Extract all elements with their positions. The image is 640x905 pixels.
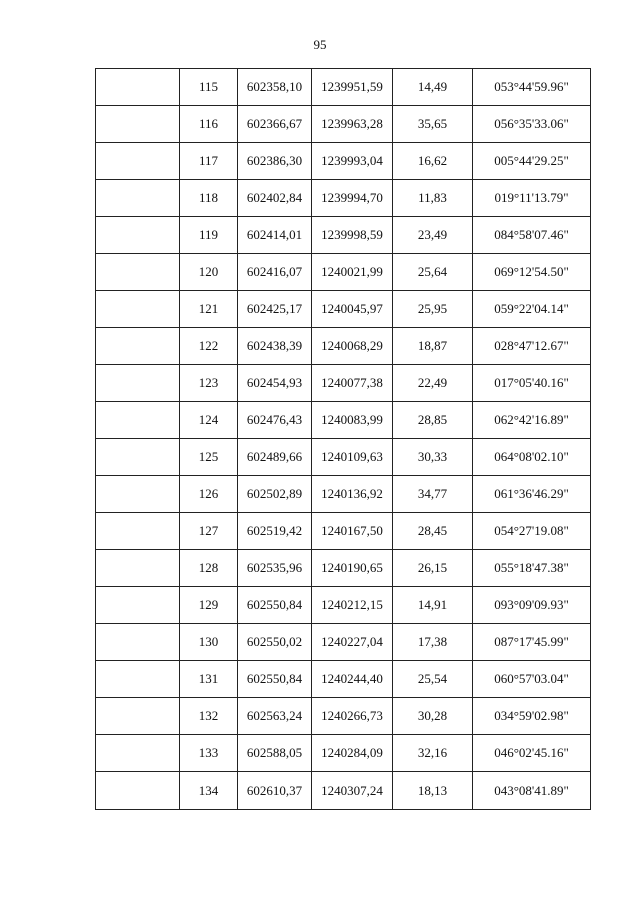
point-number-cell: 126 bbox=[180, 476, 238, 513]
x-coordinate-cell: 602476,43 bbox=[238, 402, 312, 439]
blank-cell bbox=[96, 328, 180, 365]
table-row bbox=[96, 513, 591, 550]
point-number-cell: 127 bbox=[180, 513, 238, 550]
table-row bbox=[96, 772, 591, 810]
x-coordinate-cell: 602414,01 bbox=[238, 217, 312, 254]
point-number-cell: 122 bbox=[180, 328, 238, 365]
y-coordinate-cell: 1240167,50 bbox=[312, 513, 393, 550]
table-row bbox=[96, 624, 591, 661]
y-coordinate-cell: 1240244,40 bbox=[312, 661, 393, 698]
point-number-cell: 132 bbox=[180, 698, 238, 735]
y-coordinate-cell: 1240109,63 bbox=[312, 439, 393, 476]
blank-cell bbox=[96, 661, 180, 698]
x-coordinate-cell: 602366,67 bbox=[238, 106, 312, 143]
point-number-cell: 119 bbox=[180, 217, 238, 254]
x-coordinate-cell: 602535,96 bbox=[238, 550, 312, 587]
y-coordinate-cell: 1239951,59 bbox=[312, 69, 393, 106]
blank-cell bbox=[96, 365, 180, 402]
x-coordinate-cell: 602550,02 bbox=[238, 624, 312, 661]
blank-cell bbox=[96, 254, 180, 291]
distance-cell: 30,33 bbox=[393, 439, 473, 476]
direction-angle-cell: 017°05'40.16" bbox=[473, 365, 591, 402]
y-coordinate-cell: 1239993,04 bbox=[312, 143, 393, 180]
distance-cell: 28,45 bbox=[393, 513, 473, 550]
x-coordinate-cell: 602610,37 bbox=[238, 772, 312, 810]
x-coordinate-cell: 602588,05 bbox=[238, 735, 312, 772]
direction-angle-cell: 054°27'19.08" bbox=[473, 513, 591, 550]
direction-angle-cell: 046°02'45.16" bbox=[473, 735, 591, 772]
direction-angle-cell: 043°08'41.89" bbox=[473, 772, 591, 810]
distance-cell: 34,77 bbox=[393, 476, 473, 513]
distance-cell: 14,49 bbox=[393, 69, 473, 106]
blank-cell bbox=[96, 587, 180, 624]
distance-cell: 14,91 bbox=[393, 587, 473, 624]
direction-angle-cell: 062°42'16.89" bbox=[473, 402, 591, 439]
x-coordinate-cell: 602519,42 bbox=[238, 513, 312, 550]
y-coordinate-cell: 1239994,70 bbox=[312, 180, 393, 217]
point-number-cell: 129 bbox=[180, 587, 238, 624]
point-number-cell: 131 bbox=[180, 661, 238, 698]
blank-cell bbox=[96, 143, 180, 180]
direction-angle-cell: 061°36'46.29" bbox=[473, 476, 591, 513]
y-coordinate-cell: 1239998,59 bbox=[312, 217, 393, 254]
point-number-cell: 120 bbox=[180, 254, 238, 291]
table-row bbox=[96, 550, 591, 587]
distance-cell: 25,64 bbox=[393, 254, 473, 291]
table-row bbox=[96, 476, 591, 513]
point-number-cell: 134 bbox=[180, 772, 238, 810]
distance-cell: 16,62 bbox=[393, 143, 473, 180]
x-coordinate-cell: 602550,84 bbox=[238, 661, 312, 698]
table-row bbox=[96, 106, 591, 143]
page-number: 95 bbox=[313, 37, 327, 52]
table-row bbox=[96, 698, 591, 735]
distance-cell: 18,87 bbox=[393, 328, 473, 365]
point-number-cell: 125 bbox=[180, 439, 238, 476]
table-row bbox=[96, 587, 591, 624]
x-coordinate-cell: 602438,39 bbox=[238, 328, 312, 365]
direction-angle-cell: 053°44'59.96" bbox=[473, 69, 591, 106]
distance-cell: 17,38 bbox=[393, 624, 473, 661]
point-number-cell: 133 bbox=[180, 735, 238, 772]
x-coordinate-cell: 602489,66 bbox=[238, 439, 312, 476]
blank-cell bbox=[96, 476, 180, 513]
blank-cell bbox=[96, 550, 180, 587]
y-coordinate-cell: 1240077,38 bbox=[312, 365, 393, 402]
y-coordinate-cell: 1240212,15 bbox=[312, 587, 393, 624]
y-coordinate-cell: 1240307,24 bbox=[312, 772, 393, 810]
x-coordinate-cell: 602502,89 bbox=[238, 476, 312, 513]
y-coordinate-cell: 1240190,65 bbox=[312, 550, 393, 587]
table-row bbox=[96, 180, 591, 217]
distance-cell: 18,13 bbox=[393, 772, 473, 810]
y-coordinate-cell: 1240284,09 bbox=[312, 735, 393, 772]
direction-angle-cell: 055°18'47.38" bbox=[473, 550, 591, 587]
direction-angle-cell: 059°22'04.14" bbox=[473, 291, 591, 328]
point-number-cell: 115 bbox=[180, 69, 238, 106]
y-coordinate-cell: 1240136,92 bbox=[312, 476, 393, 513]
direction-angle-cell: 087°17'45.99" bbox=[473, 624, 591, 661]
x-coordinate-cell: 602416,07 bbox=[238, 254, 312, 291]
x-coordinate-cell: 602425,17 bbox=[238, 291, 312, 328]
x-coordinate-cell: 602563,24 bbox=[238, 698, 312, 735]
point-number-cell: 117 bbox=[180, 143, 238, 180]
x-coordinate-cell: 602386,30 bbox=[238, 143, 312, 180]
distance-cell: 35,65 bbox=[393, 106, 473, 143]
point-number-cell: 128 bbox=[180, 550, 238, 587]
table-row bbox=[96, 365, 591, 402]
y-coordinate-cell: 1239963,28 bbox=[312, 106, 393, 143]
y-coordinate-cell: 1240068,29 bbox=[312, 328, 393, 365]
table-row bbox=[96, 291, 591, 328]
direction-angle-cell: 056°35'33.06" bbox=[473, 106, 591, 143]
point-number-cell: 121 bbox=[180, 291, 238, 328]
blank-cell bbox=[96, 439, 180, 476]
distance-cell: 30,28 bbox=[393, 698, 473, 735]
x-coordinate-cell: 602358,10 bbox=[238, 69, 312, 106]
distance-cell: 11,83 bbox=[393, 180, 473, 217]
blank-cell bbox=[96, 402, 180, 439]
table-row bbox=[96, 143, 591, 180]
x-coordinate-cell: 602550,84 bbox=[238, 587, 312, 624]
direction-angle-cell: 019°11'13.79" bbox=[473, 180, 591, 217]
y-coordinate-cell: 1240021,99 bbox=[312, 254, 393, 291]
direction-angle-cell: 034°59'02.98" bbox=[473, 698, 591, 735]
blank-cell bbox=[96, 106, 180, 143]
blank-cell bbox=[96, 624, 180, 661]
point-number-cell: 123 bbox=[180, 365, 238, 402]
blank-cell bbox=[96, 772, 180, 810]
blank-cell bbox=[96, 698, 180, 735]
coordinates-table-body bbox=[96, 69, 591, 810]
direction-angle-cell: 069°12'54.50" bbox=[473, 254, 591, 291]
point-number-cell: 130 bbox=[180, 624, 238, 661]
direction-angle-cell: 005°44'29.25" bbox=[473, 143, 591, 180]
table-row bbox=[96, 402, 591, 439]
point-number-cell: 118 bbox=[180, 180, 238, 217]
direction-angle-cell: 093°09'09.93" bbox=[473, 587, 591, 624]
table-row bbox=[96, 328, 591, 365]
point-number-cell: 124 bbox=[180, 402, 238, 439]
table-row bbox=[96, 439, 591, 476]
coordinates-table bbox=[95, 68, 591, 810]
y-coordinate-cell: 1240266,73 bbox=[312, 698, 393, 735]
table-row bbox=[96, 217, 591, 254]
direction-angle-cell: 028°47'12.67" bbox=[473, 328, 591, 365]
point-number-cell: 116 bbox=[180, 106, 238, 143]
y-coordinate-cell: 1240083,99 bbox=[312, 402, 393, 439]
x-coordinate-cell: 602402,84 bbox=[238, 180, 312, 217]
distance-cell: 32,16 bbox=[393, 735, 473, 772]
distance-cell: 23,49 bbox=[393, 217, 473, 254]
distance-cell: 28,85 bbox=[393, 402, 473, 439]
blank-cell bbox=[96, 513, 180, 550]
blank-cell bbox=[96, 735, 180, 772]
direction-angle-cell: 060°57'03.04" bbox=[473, 661, 591, 698]
direction-angle-cell: 084°58'07.46" bbox=[473, 217, 591, 254]
distance-cell: 22,49 bbox=[393, 365, 473, 402]
distance-cell: 25,54 bbox=[393, 661, 473, 698]
y-coordinate-cell: 1240227,04 bbox=[312, 624, 393, 661]
table-row bbox=[96, 254, 591, 291]
blank-cell bbox=[96, 69, 180, 106]
y-coordinate-cell: 1240045,97 bbox=[312, 291, 393, 328]
table-row bbox=[96, 735, 591, 772]
table-row bbox=[96, 661, 591, 698]
blank-cell bbox=[96, 291, 180, 328]
blank-cell bbox=[96, 180, 180, 217]
direction-angle-cell: 064°08'02.10" bbox=[473, 439, 591, 476]
distance-cell: 26,15 bbox=[393, 550, 473, 587]
table-row bbox=[96, 69, 591, 106]
distance-cell: 25,95 bbox=[393, 291, 473, 328]
blank-cell bbox=[96, 217, 180, 254]
x-coordinate-cell: 602454,93 bbox=[238, 365, 312, 402]
